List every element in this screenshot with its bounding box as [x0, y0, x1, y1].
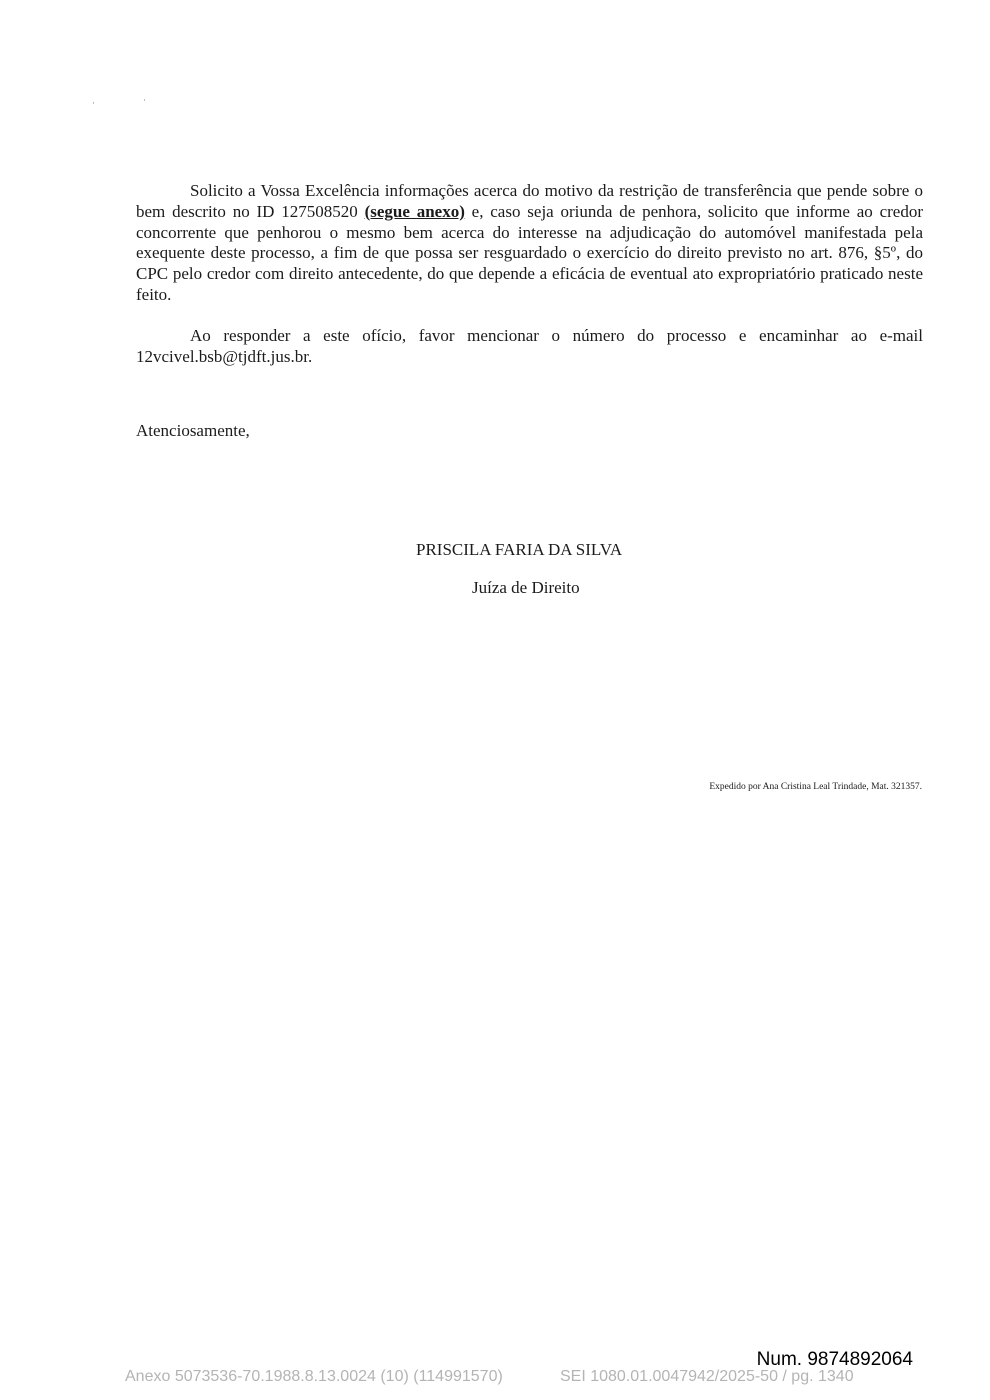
attachment-note: (segue anexo) [364, 201, 465, 221]
request-text-start: Solicito a Vossa Excelência informações acerca do motivo da restrição de transferência que pende sobre o bem descrito no ID 127508520 [136, 181, 923, 221]
request-text-end: e, caso seja oriunda de penhora, solicito que informe ao credor concorrente que penhorou o mesmo bem acerca do interesse na adjudicação do automóvel manifestada pela exequente deste processo, a fim de que possa ser resguardado o exercício do direito previsto no art. 876, §5º, do CPC pelo credor com direito antecedente, do que depende a eficácia de eventual ato expropriatório praticado neste feito. [136, 201, 924, 304]
closing-salutation: Atenciosamente, [136, 421, 250, 440]
signer-name: PRISCILA FARIA DA SILVA [416, 540, 623, 559]
response-instructions-paragraph: Ao responder a este ofício, favor mencionar o número do processo e encaminhar ao e-mail 12vcivel.bsb@tjdft.jus.br. [136, 326, 923, 366]
request-paragraph [136, 181, 923, 306]
issuer-note: Expedido por Ana Cristina Leal Trindade, Mat. 321357. [709, 782, 922, 792]
scan-speck: · [92, 98, 95, 108]
annex-reference: Anexo 5073536-70.1988.8.13.0024 (10) (114991570) [125, 1368, 503, 1385]
scan-speck: · [143, 95, 146, 105]
signer-role: Juíza de Direito [472, 578, 580, 597]
sei-page-reference: SEI 1080.01.0047942/2025-50 / pg. 1340 [560, 1368, 854, 1385]
document-number-stamp: Num. 9874892064 [756, 1349, 913, 1370]
